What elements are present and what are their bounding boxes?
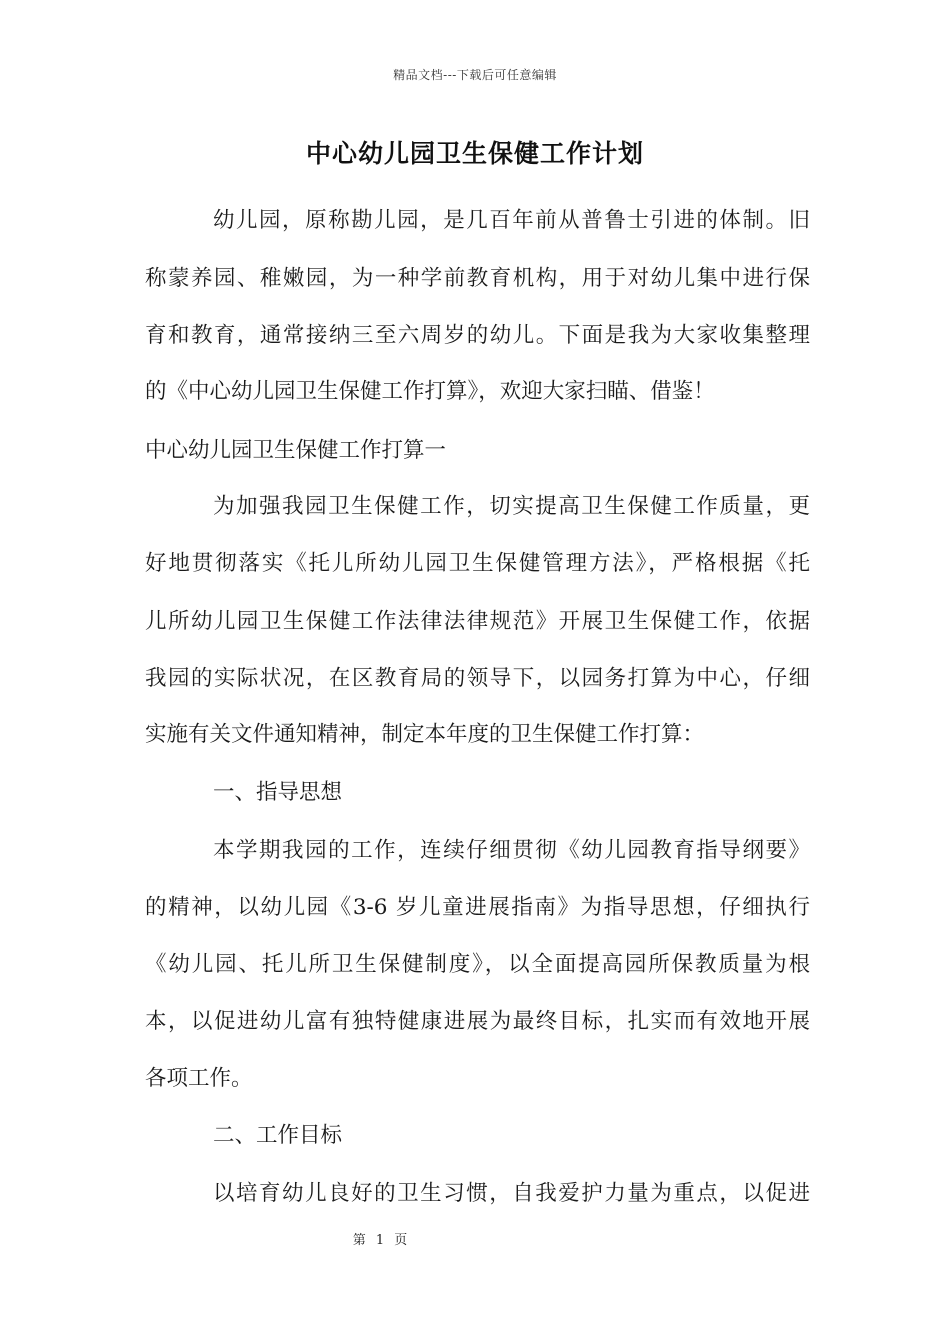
paragraph-line: 为加强我园卫生保健工作，切实提高卫生保健工作质量，更 — [213, 494, 810, 519]
section-heading: 二、工作目标 — [213, 1123, 343, 1148]
section-heading: 中心幼儿园卫生保健工作打算一 — [145, 438, 447, 463]
paragraph-line: 好地贯彻落实《托儿所幼儿园卫生保健管理方法》，严格根据《托 — [145, 551, 810, 576]
page-prefix: 第 — [352, 1233, 366, 1248]
paragraph-line: 称蒙养园、稚嫩园，为一种学前教育机构，用于对幼儿集中进行保 — [145, 266, 810, 291]
paragraph-line: 以培育幼儿良好的卫生习惯，自我爱护力量为重点，以促进 — [213, 1181, 810, 1206]
paragraph-line: 幼儿园，原称勘儿园，是几百年前从普鲁士引进的体制。旧 — [213, 208, 810, 233]
header-note: 精品文档---下载后可任意编辑 — [393, 68, 557, 82]
paragraph-line: 育和教育，通常接纳三至六周岁的幼儿。下面是我为大家收集整理 — [145, 323, 810, 348]
paragraph-line: 本，以促进幼儿富有独特健康进展为最终目标，扎实而有效地开展 — [145, 1009, 810, 1034]
paragraph-line: 实施有关文件通知精神，制定本年度的卫生保健工作打算： — [145, 722, 705, 747]
paragraph-line: 的精神，以幼儿园《3-6 岁儿童进展指南》为指导思想，仔细执行 — [145, 895, 810, 920]
page-number: 1 — [375, 1233, 385, 1248]
document-title: 中心幼儿园卫生保健工作计划 — [305, 139, 644, 168]
paragraph-line: 儿所幼儿园卫生保健工作法律法律规范》开展卫生保健工作，依据 — [145, 609, 810, 634]
page-footer — [0, 1229, 760, 1248]
page-suffix: 页 — [394, 1233, 408, 1248]
paragraph-line: 各项工作。 — [145, 1066, 253, 1091]
paragraph-line: 本学期我园的工作，连续仔细贯彻《幼儿园教育指导纲要》 — [213, 838, 810, 863]
section-heading: 一、指导思想 — [213, 780, 343, 805]
paragraph-line: 我园的实际状况，在区教育局的领导下，以园务打算为中心，仔细 — [145, 666, 810, 691]
paragraph-line: 《幼儿园、托儿所卫生保健制度》，以全面提高园所保教质量为根 — [145, 952, 810, 977]
paragraph-line: 的《中心幼儿园卫生保健工作打算》，欢迎大家扫瞄、借鉴！ — [145, 379, 715, 404]
